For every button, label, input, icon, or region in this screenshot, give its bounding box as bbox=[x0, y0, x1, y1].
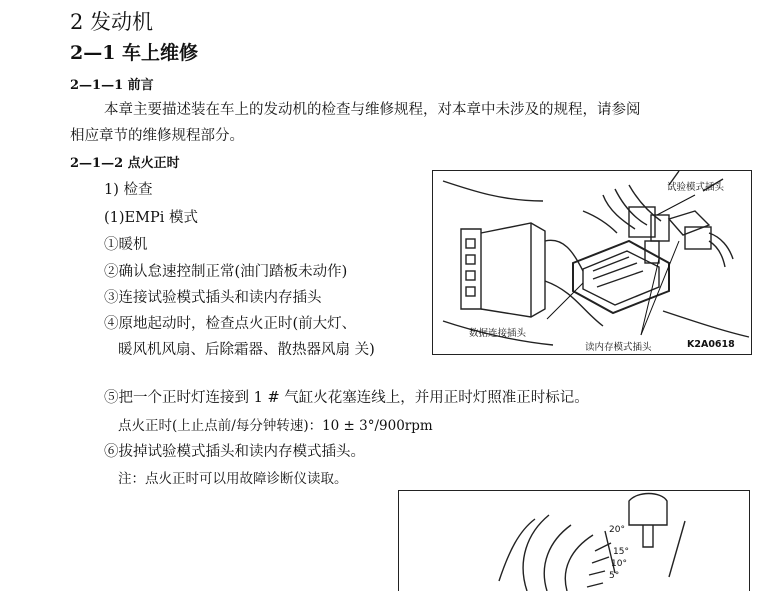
timing-mark-label: 15° bbox=[613, 547, 629, 557]
subsection-title-preface: 2—1—1 前言 bbox=[70, 78, 154, 93]
preface-paragraph-line2: 相应章节的维修规程部分。 bbox=[70, 128, 244, 144]
connector-figure bbox=[432, 170, 752, 355]
list-item: ②确认怠速控制正常(油门踏板未动作) bbox=[104, 264, 348, 280]
list-item: ⑤把一个正时灯连接到 1 # 气缸火花塞连线上，并用正时灯照准正时标记。 bbox=[104, 390, 589, 406]
note-text: 注：点火正时可以用故障诊断仪读取。 bbox=[118, 471, 348, 487]
timing-mark-figure bbox=[398, 490, 750, 591]
subsection-title-ignition-timing: 2—1—2 点火正时 bbox=[70, 156, 180, 171]
list-item: ⑥拔掉试验模式插头和读内存模式插头。 bbox=[104, 444, 365, 460]
list-item: ③连接试验模式插头和读内存插头 bbox=[104, 290, 322, 306]
label-read-memory-connector: 读内存模式插头 bbox=[585, 342, 652, 353]
section-title: 2—1 车上维修 bbox=[70, 42, 199, 64]
timing-spec: 点火正时(上止点前/每分钟转速)：10 ± 3°/900rpm bbox=[118, 418, 433, 434]
timing-mark-label: 20° bbox=[609, 525, 625, 535]
preface-paragraph-line1: 本章主要描述装在车上的发动机的检查与维修规程，对本章中未涉及的规程，请参阅 bbox=[104, 102, 641, 118]
mode-label: (1)EMPi 模式 bbox=[104, 210, 198, 226]
list-item: ①暖机 bbox=[104, 237, 148, 253]
figure-code: K2A0618 bbox=[687, 339, 735, 350]
label-data-link-connector: 数据连接插头 bbox=[469, 328, 527, 339]
timing-mark-label: 5° bbox=[609, 571, 620, 581]
list-item: ④原地起动时，检查点火正时(前大灯、 bbox=[104, 316, 357, 332]
list-item: 暖风机风扇、后除霜器、散热器风扇 关) bbox=[118, 342, 375, 358]
timing-mark-illustration bbox=[399, 491, 749, 591]
step-check: 1) 检查 bbox=[104, 182, 153, 198]
timing-mark-label: 10° bbox=[611, 559, 627, 569]
chapter-title: 2 发动机 bbox=[70, 10, 154, 34]
label-test-mode-connector: 试验模式插头 bbox=[667, 182, 725, 193]
